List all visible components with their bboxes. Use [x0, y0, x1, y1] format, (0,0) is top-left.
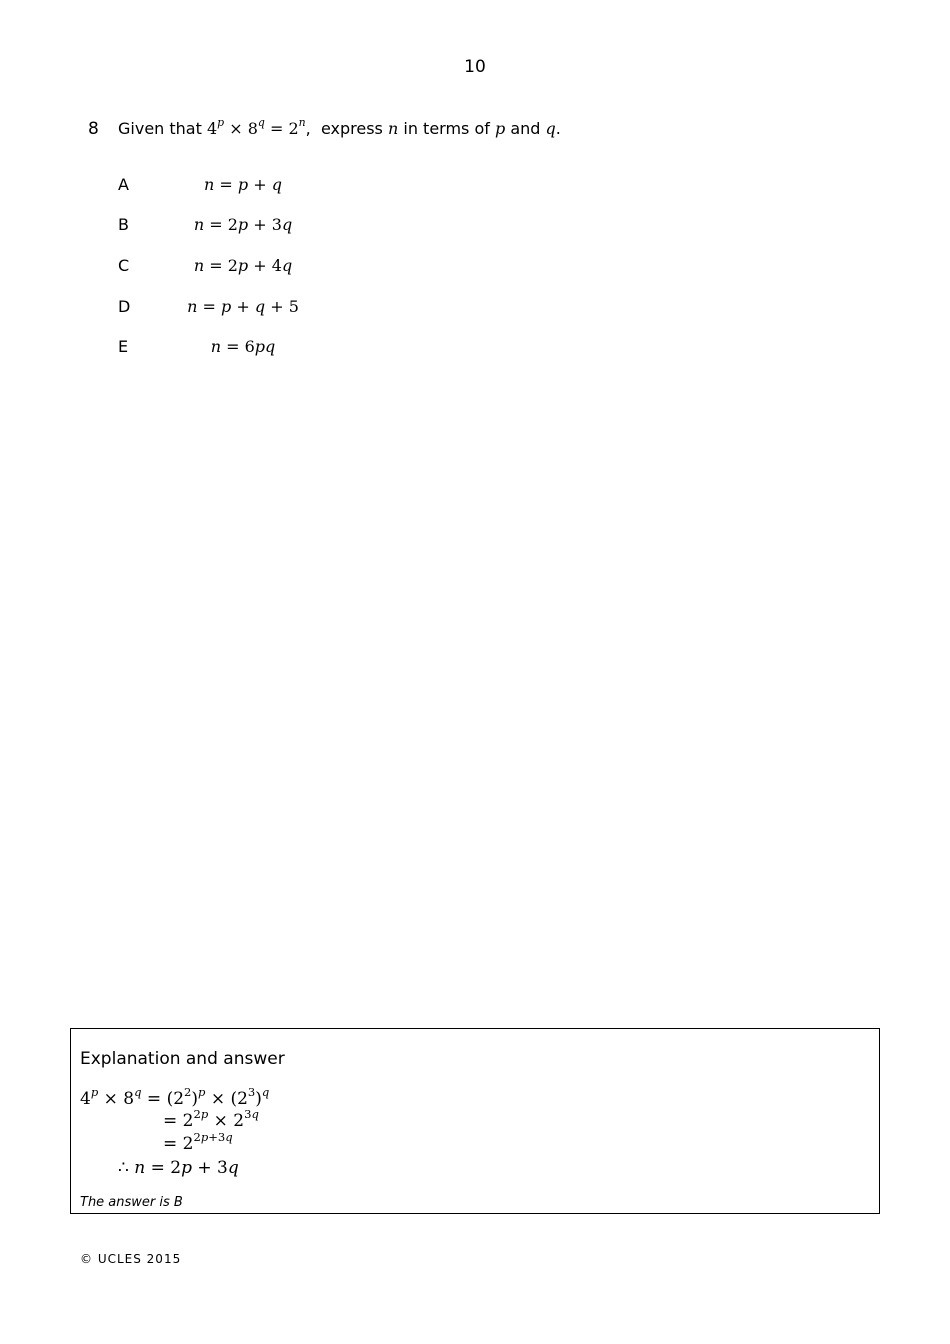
copyright-footer: © UCLES 2015 — [80, 1252, 182, 1266]
stem-var-p: p — [494, 119, 506, 138]
given-exp-p: p — [217, 116, 225, 130]
stem-var-n: n — [387, 119, 399, 138]
option-letter: B — [118, 215, 129, 234]
working-line-3: = $2^{2p+3q}$ — [163, 1129, 233, 1154]
stem-var-q: q — [545, 119, 556, 138]
option-expression: n = 6pq — [210, 337, 276, 356]
option-expression: n = p + q — [204, 175, 282, 194]
given-base-2: 2 — [288, 119, 299, 138]
stem-in-terms: in terms of — [403, 119, 490, 138]
option-a[interactable] — [118, 175, 378, 199]
option-expression: n = p + q + 5 — [187, 297, 299, 316]
working-line-4: ∴ n = 2p + 3q — [118, 1158, 239, 1178]
given-base-8: 8 — [247, 119, 258, 138]
question-number: 8 — [88, 119, 99, 139]
given-base-4: 4 — [206, 119, 218, 138]
explanation-title: Explanation and answer — [80, 1049, 285, 1069]
page-number: 10 — [464, 57, 486, 77]
working-line-1: $4^p \times 8^q = (2^2)^p \times (2^3)^q$ — [80, 1084, 270, 1109]
given-times: × — [229, 119, 243, 138]
option-e[interactable] — [118, 337, 378, 361]
option-d[interactable] — [118, 297, 378, 321]
stem-middle: express — [320, 119, 383, 138]
given-equation — [206, 116, 306, 138]
option-expression: n = 2p + 3q — [193, 215, 293, 234]
option-letter: D — [118, 297, 131, 316]
option-c[interactable] — [118, 256, 378, 280]
given-equals: = — [269, 119, 284, 138]
option-expression: n = 2p + 4q — [193, 256, 293, 275]
stem-prefix: Given that — [118, 119, 202, 138]
option-letter: E — [118, 337, 129, 356]
explanation-box — [70, 1028, 880, 1214]
question-stem: Given that 4$^p$ × 8$^q$ = 2$^n$, express n in terms of p and q. — [118, 116, 561, 138]
given-exp-q: q — [257, 116, 265, 130]
option-letter: A — [118, 175, 129, 194]
stem-and: and — [510, 119, 541, 138]
option-b[interactable] — [118, 215, 378, 239]
option-letter: C — [118, 256, 130, 275]
working-line-2: = $2^{2p} \times 2^{3q}$ — [163, 1106, 259, 1131]
answer-statement: The answer is B — [80, 1195, 183, 1210]
given-exp-n: n — [298, 116, 306, 130]
